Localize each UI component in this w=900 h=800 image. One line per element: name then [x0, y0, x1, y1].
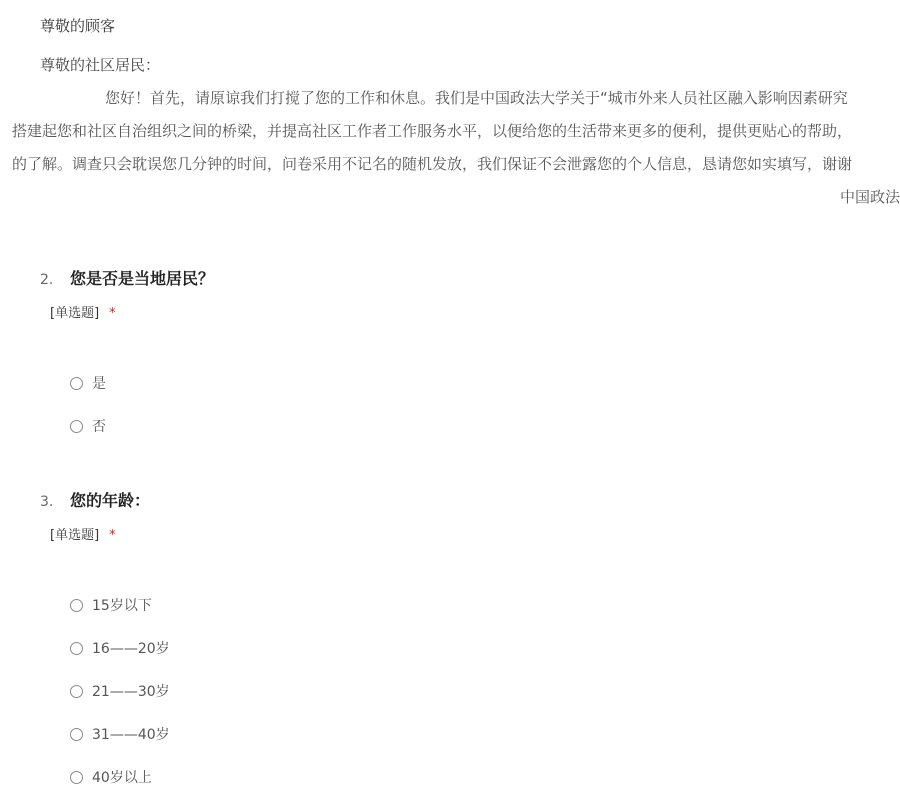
- intro-line-3: 的了解。调查只会耽误您几分钟的时间，问卷采用不记名的随机发放，我们保证不会泄露您的个人信息，恳请您如实填写，谢谢: [12, 155, 853, 173]
- option-no[interactable]: [70, 416, 106, 436]
- option-under-15[interactable]: [70, 595, 152, 615]
- question-title: 您是否是当地居民？: [70, 269, 215, 288]
- radio-button[interactable]: [70, 728, 83, 741]
- option-label: 是: [92, 376, 106, 392]
- option-label: 31——40岁: [92, 727, 170, 743]
- intro-line-2: 搭建起您和社区自治组织之间的桥梁，并提高社区工作者工作服务水平，以便给您的生活带来更多的便利，提供更贴心的帮助，: [12, 122, 853, 140]
- intro-text: [12, 54, 900, 219]
- radio-button[interactable]: [70, 685, 83, 698]
- option-31-40[interactable]: [70, 724, 170, 744]
- question-type-label: [50, 524, 116, 543]
- option-yes[interactable]: [70, 373, 106, 393]
- option-over-40[interactable]: [70, 767, 152, 787]
- intro-line-1: 您好！首先，请原谅我们打搅了您的工作和休息。我们是中国政法大学关于“城市外来人员社区融入影响因素研究: [105, 89, 848, 107]
- radio-button[interactable]: [70, 599, 83, 612]
- required-marker: *: [109, 528, 116, 543]
- option-21-30[interactable]: [70, 681, 170, 701]
- question-header: [40, 266, 214, 290]
- question-number: 2.: [40, 272, 54, 288]
- question-header: [40, 488, 150, 512]
- option-16-20[interactable]: [70, 638, 170, 658]
- question-number: 3.: [40, 494, 54, 510]
- intro-signature: 中国政法: [839, 188, 900, 206]
- page-title: 尊敬的顾客: [40, 17, 116, 35]
- intro-salutation: 尊敬的社区居民：: [40, 56, 161, 74]
- radio-button[interactable]: [70, 642, 83, 655]
- question-type-label: [50, 302, 116, 321]
- option-label: 16——20岁: [92, 641, 170, 657]
- option-label: 15岁以下: [92, 598, 152, 614]
- radio-button[interactable]: [70, 771, 83, 784]
- question-type: [单选题]: [50, 306, 100, 321]
- option-label: 40岁以上: [92, 770, 152, 786]
- radio-button[interactable]: [70, 420, 83, 433]
- radio-button[interactable]: [70, 377, 83, 390]
- option-label: 否: [92, 419, 106, 435]
- question-type: [单选题]: [50, 528, 100, 543]
- required-marker: *: [109, 306, 116, 321]
- option-label: 21——30岁: [92, 684, 170, 700]
- question-title: 您的年龄：: [70, 491, 151, 510]
